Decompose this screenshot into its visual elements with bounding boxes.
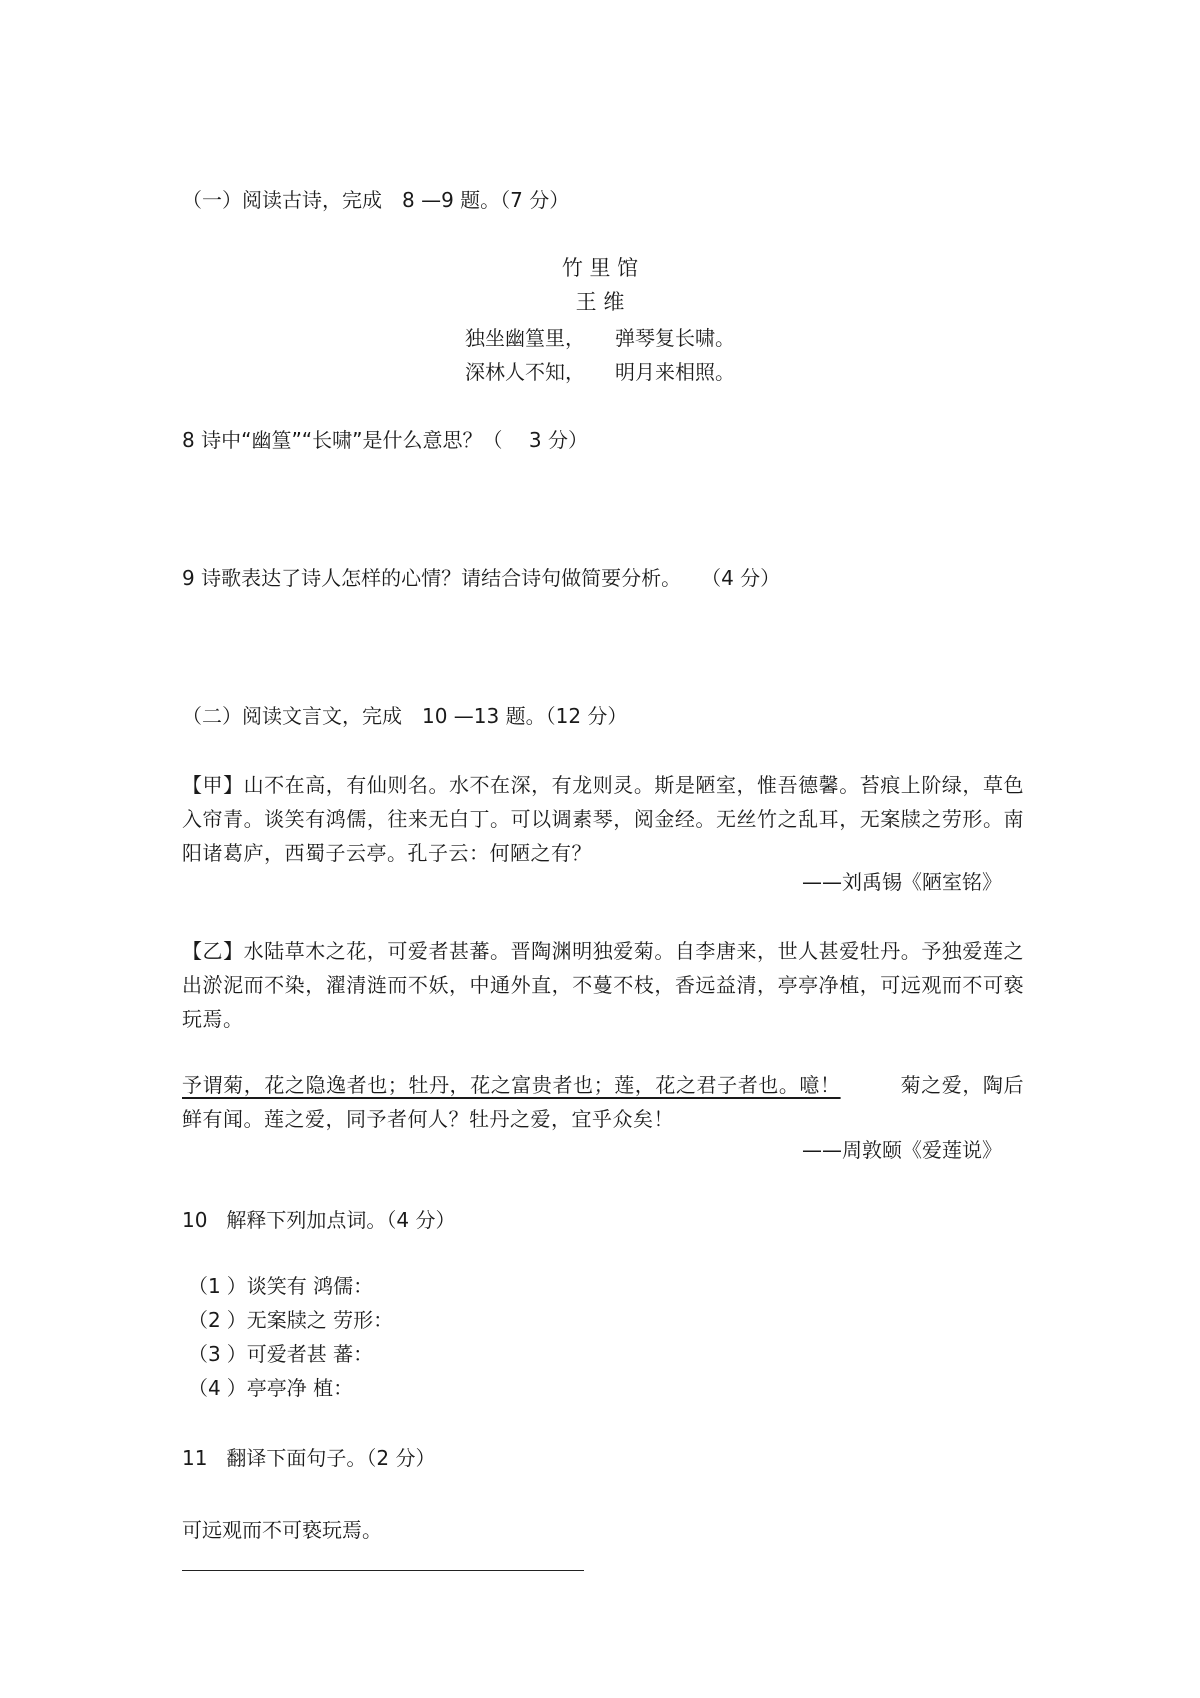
question-10-text: 解释下列加点词。（4 分） bbox=[226, 1208, 456, 1232]
q10-item-4-num: （4 bbox=[188, 1376, 221, 1400]
poem-author: 王 维 bbox=[575, 290, 625, 314]
q10-item-3 bbox=[188, 1340, 373, 1368]
poem-title: 竹 里 馆 bbox=[561, 256, 639, 280]
q10-item-2-num: （2 bbox=[188, 1308, 221, 1332]
passage-yi: 【乙】水陆草木之花，可爱者甚蕃。晋陶渊明独爱菊。自李唐来，世人甚爱牡丹。予独爱莲之出淤泥而不染，濯清涟而不妖，中通外直，不蔓不枝，香远益清，亭亭净植，可远观而不可亵玩焉。 bbox=[182, 939, 1024, 1031]
passage-jia-source: ——刘禹锡《陋室铭》 bbox=[802, 870, 1002, 894]
underlined-sentence: 予谓菊，花之隐逸者也；牡丹，花之富贵者也；莲，花之君子者也。噫！ bbox=[182, 1073, 841, 1097]
poem-line-1: 独坐幽篁里， 弹琴复长啸。 bbox=[465, 326, 735, 350]
q10-item-3-text: ）可爱者甚 蕃： bbox=[226, 1342, 374, 1366]
passage-yi-continued bbox=[182, 1068, 1024, 1136]
question-11 bbox=[182, 1444, 435, 1472]
answer-line bbox=[182, 1570, 584, 1571]
poem-line-2: 深林人不知， 明月来相照。 bbox=[465, 360, 735, 384]
passage-jia: 【甲】山不在高，有仙则名。水不在深，有龙则灵。斯是陋室，惟吾德馨。苔痕上阶绿，草色入帘青。谈笑有鸿儒，往来无白丁。可以调素琴，阅金经。无丝竹之乱耳，无案牍之劳形。南阳诸葛庐，西蜀子云亭。孔子云：何陋之有？ bbox=[182, 773, 1024, 865]
section1-heading: （一）阅读古诗，完成 8 —9 题。（7 分） bbox=[182, 188, 570, 212]
section2-heading: （二）阅读文言文，完成 10 —13 题。（12 分） bbox=[182, 704, 628, 728]
q11-sentence: 可远观而不可亵玩焉。 bbox=[182, 1518, 382, 1542]
question-10 bbox=[182, 1206, 455, 1234]
q10-item-2-text: ）无案牍之 劳形： bbox=[226, 1308, 394, 1332]
q10-item-1-num: （1 bbox=[188, 1274, 221, 1298]
question-8: 8 诗中“幽篁”“长啸”是什么意思？（ 3 分） bbox=[182, 428, 588, 452]
question-10-number: 10 bbox=[182, 1208, 208, 1232]
q10-item-1 bbox=[188, 1272, 373, 1300]
q10-item-2 bbox=[188, 1306, 393, 1334]
q10-item-1-text: ）谈笑有 鸿儒： bbox=[226, 1274, 374, 1298]
q10-item-4 bbox=[188, 1374, 353, 1402]
passage-yi-rest: 菊之爱，陶后鲜有闻。莲之爱，同予者何人？牡丹之爱，宜乎众矣！ bbox=[182, 1073, 1024, 1131]
q10-item-4-text: ）亭亭净 植： bbox=[226, 1376, 354, 1400]
q10-item-3-num: （3 bbox=[188, 1342, 221, 1366]
passage-yi-source: ——周敦颐《爱莲说》 bbox=[802, 1138, 1002, 1162]
question-11-number: 11 bbox=[182, 1446, 208, 1470]
question-11-text: 翻译下面句子。（2 分） bbox=[226, 1446, 436, 1470]
question-9: 9 诗歌表达了诗人怎样的心情？请结合诗句做简要分析。 （4 分） bbox=[182, 566, 781, 590]
